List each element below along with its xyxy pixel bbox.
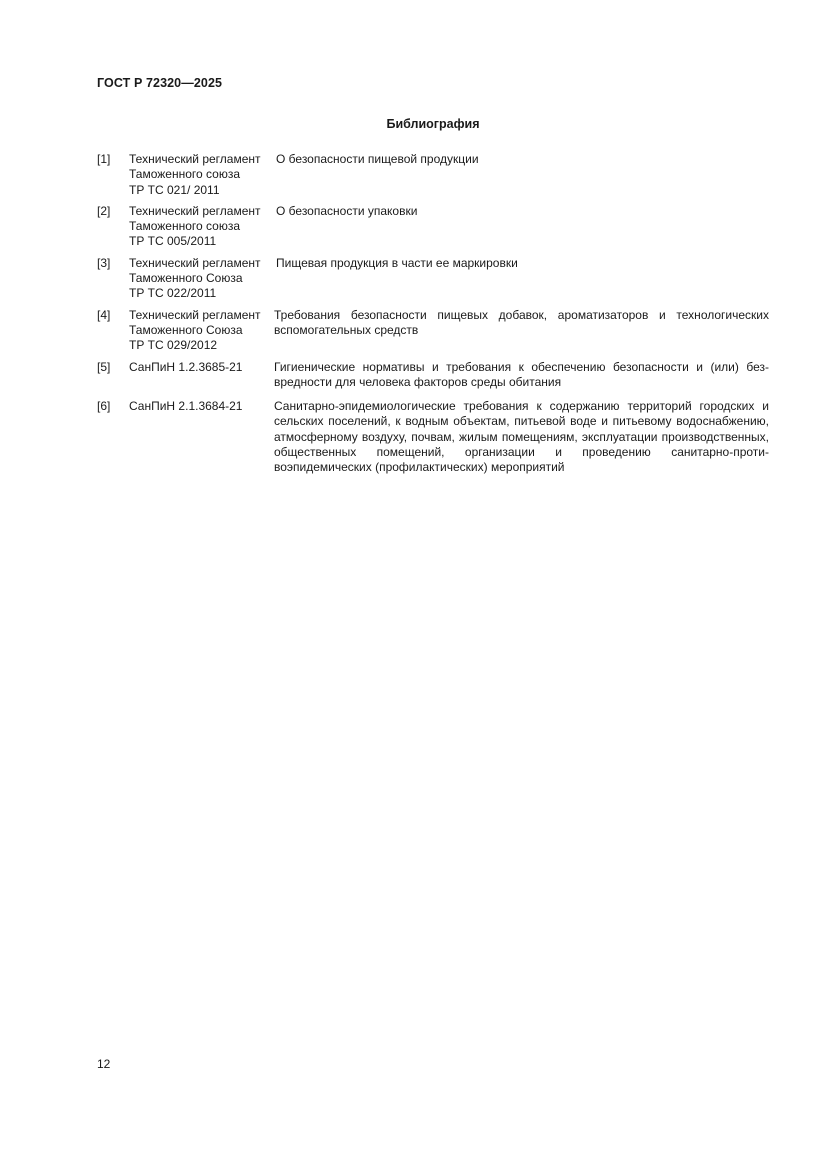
reference-line: Таможенного союза bbox=[129, 167, 240, 182]
entry-reference bbox=[129, 308, 274, 354]
entry-title: Гигиенические нормативы и требования к обеспечению безопасности и (или) безвредности для человека факторов среды обитания bbox=[274, 359, 769, 389]
reference-line: ТР ТС 022/2011 bbox=[129, 286, 217, 301]
reference-line: Таможенного Союза bbox=[129, 271, 243, 286]
reference-line: Таможенного союза bbox=[129, 219, 240, 234]
bibliography-entry bbox=[97, 152, 769, 198]
entry-title: Пищевая продукция в части ее маркировки bbox=[276, 255, 518, 270]
entry-title: Требования безопасности пищевых добавок, ароматизаторов и технологических вспомогательных средств bbox=[274, 307, 769, 337]
reference-line: ТР ТС 021/ 2011 bbox=[129, 182, 220, 197]
entry-number: [4] bbox=[97, 307, 111, 322]
entry-number: [1] bbox=[97, 152, 111, 166]
bibliography-entry bbox=[97, 308, 769, 354]
bibliography-entry bbox=[97, 399, 769, 475]
reference-line: Таможенного Союза bbox=[129, 322, 243, 337]
bibliography-entry bbox=[97, 360, 769, 391]
entry-reference bbox=[129, 152, 274, 198]
entry-reference bbox=[129, 204, 274, 250]
reference-line: Технический регламент bbox=[129, 152, 261, 166]
section-title: Библиография bbox=[386, 117, 480, 131]
entry-reference bbox=[129, 399, 274, 414]
bibliography-entry bbox=[97, 204, 769, 250]
entry-title: О безопасности упаковки bbox=[276, 203, 418, 218]
document-standard-id: ГОСТ Р 72320—2025 bbox=[97, 76, 223, 90]
bibliography-entry bbox=[97, 256, 769, 302]
reference-line: Технический регламент bbox=[129, 255, 261, 270]
entry-title: Санитарно-эпидемиологические требования к содержанию территорий городских и сельских поселений, к водным объектам, питьевой воде и питьевому водоснабжению, атмосферному воздуху, почвам, жилым помещениям, эксплуатации производственных, общественных помещений, организации и проведению санитарно-противоэпидемических (профилактических) мероприятий bbox=[274, 399, 769, 475]
reference-line: Технический регламент bbox=[129, 203, 261, 218]
reference-line: ТР ТС 005/2011 bbox=[129, 234, 217, 249]
reference-line: ТР ТС 029/2012 bbox=[129, 338, 218, 353]
bibliography-list bbox=[97, 152, 769, 482]
entry-number: [3] bbox=[97, 255, 111, 270]
entry-reference bbox=[129, 360, 274, 375]
entry-title: О безопасности пищевой продукции bbox=[276, 152, 479, 166]
page-number: 12 bbox=[97, 1057, 111, 1071]
entry-reference bbox=[129, 256, 274, 302]
reference-line: СанПиН 2.1.3684-21 bbox=[129, 399, 243, 414]
reference-line: СанПиН 1.2.3685-21 bbox=[129, 359, 243, 374]
entry-number: [5] bbox=[97, 359, 111, 374]
entry-number: [2] bbox=[97, 203, 111, 218]
entry-number: [6] bbox=[97, 399, 111, 414]
reference-line: Технический регламент bbox=[129, 307, 261, 322]
